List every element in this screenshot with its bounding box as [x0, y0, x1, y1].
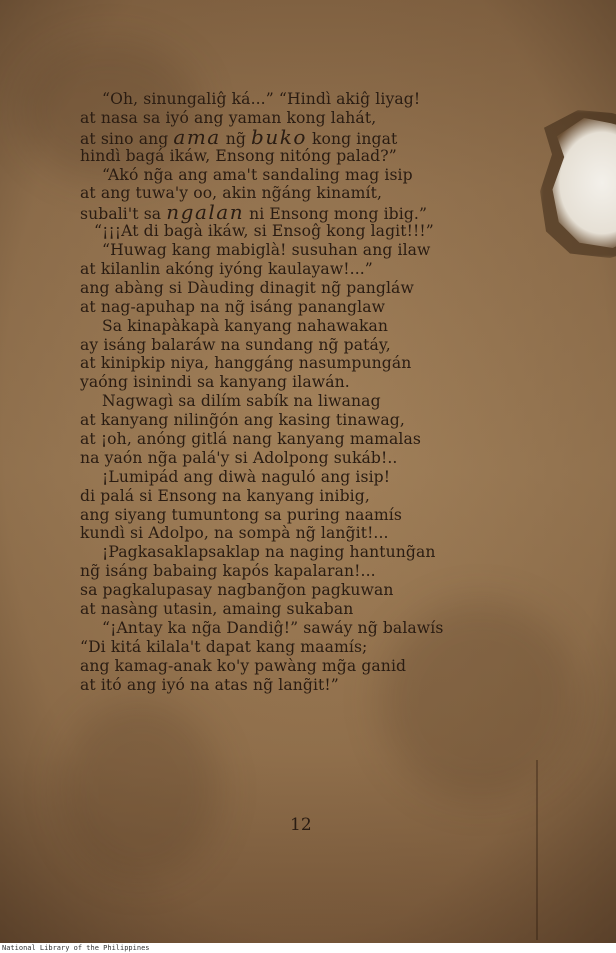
poem-line: at ang tuwa'y oo, akin ng̃áng kinamít,: [80, 184, 383, 203]
page-crease: [536, 760, 538, 940]
poem-line: “Di kitá kilala't dapat kang maamís;: [80, 637, 368, 656]
italic-word: buko: [251, 124, 307, 149]
poem-line: ang abàng si Dàuding dinagit ng̃ pangláw: [80, 278, 414, 297]
poem-line: ang siyang tumuntong sa puring naamís: [80, 505, 402, 524]
poem-line: ng̃ isáng babaing kapós kapalaran!...: [80, 562, 376, 581]
poem-line: ¡Lumipád ang diwà naguló ang isip!: [102, 467, 391, 486]
italic-word: ngalan: [166, 200, 245, 225]
poem-line: “Oh, sinungaliĝ ká...” “Hindì akiĝ liyag!: [102, 90, 421, 108]
italic-word: ama: [173, 124, 221, 149]
poem-line: kundì si Adolpo, na sompà ng̃ lang̃it!...: [80, 524, 389, 543]
poem-line: [80, 124, 532, 149]
poem-line: na yaón ng̃a palá'y si Adolpong sukáb!..: [80, 448, 398, 467]
poem-line: sa pagkalupasay nagbang̃on pagkuwan: [80, 581, 394, 600]
line-fragment: ni Ensong mong ibig.”: [244, 205, 428, 224]
poem-line: “¡Antay ka ng̃a Dandiĝ!” sawáy ng̃ balawís: [102, 618, 444, 637]
poem-line: at kinipkip niya, hanggáng nasumpungán: [80, 354, 412, 373]
poem-line: ay isáng balaráw na sundang ng̃ patáy,: [80, 335, 391, 354]
line-fragment: ng̃: [220, 129, 252, 148]
line-fragment: at sino ang: [80, 129, 174, 148]
poem-line: di palá si Ensong na kanyang inibig,: [80, 486, 370, 505]
line-fragment: kong ingat: [306, 129, 398, 148]
poem-text: [80, 90, 532, 695]
poem-line: at ¡oh, anóng gitlá nang kanyang mamalas: [80, 430, 421, 449]
poem-line: at nag-apuhap na ng̃ isáng pananglaw: [80, 297, 386, 316]
line-fragment: subali't sa: [80, 205, 167, 224]
poem-line: yaóng isinindi sa kanyang ilawán.: [80, 373, 350, 392]
paper-stain: [60, 700, 220, 880]
library-credit: National Library of the Philippines: [2, 944, 150, 952]
poem-line: at itó ang iyó na atas ng̃ lang̃it!”: [80, 675, 339, 694]
page-number: 12: [290, 815, 312, 835]
poem-line: hindì bagá ikáw, Ensong nitóng palad?”: [80, 146, 397, 165]
poem-line: at nasàng utasin, amaing sukaban: [80, 600, 354, 619]
poem-line: at kanyang niling̃ón ang kasing tinawag,: [80, 411, 405, 430]
poem-line: at kilanlin akóng iyóng kaulayaw!...”: [80, 260, 373, 279]
poem-line: Nagwagì sa dilím sabík na liwanag: [102, 392, 381, 411]
poem-line: “¡¡¡At di bagà ikáw, si Ensoĝ kong lagit!!!”: [94, 222, 434, 241]
footer-bar: [0, 943, 616, 953]
poem-line: “Huwag kang mabiglà! susuhan ang ilaw: [102, 241, 431, 260]
poem-line: at nasa sa iyó ang yaman kong lahát,: [80, 108, 377, 127]
poem-line: ¡Pagkasaklapsaklap na naging hantung̃an: [102, 543, 436, 562]
poem-line: ang kamag-anak ko'y pawàng mg̃a ganid: [80, 656, 407, 675]
poem-line: Sa kinapàkapà kanyang nahawakan: [102, 316, 389, 335]
poem-line: “Akó ng̃a ang ama't sandaling mag isip: [102, 165, 413, 184]
poem-line: [80, 200, 532, 225]
